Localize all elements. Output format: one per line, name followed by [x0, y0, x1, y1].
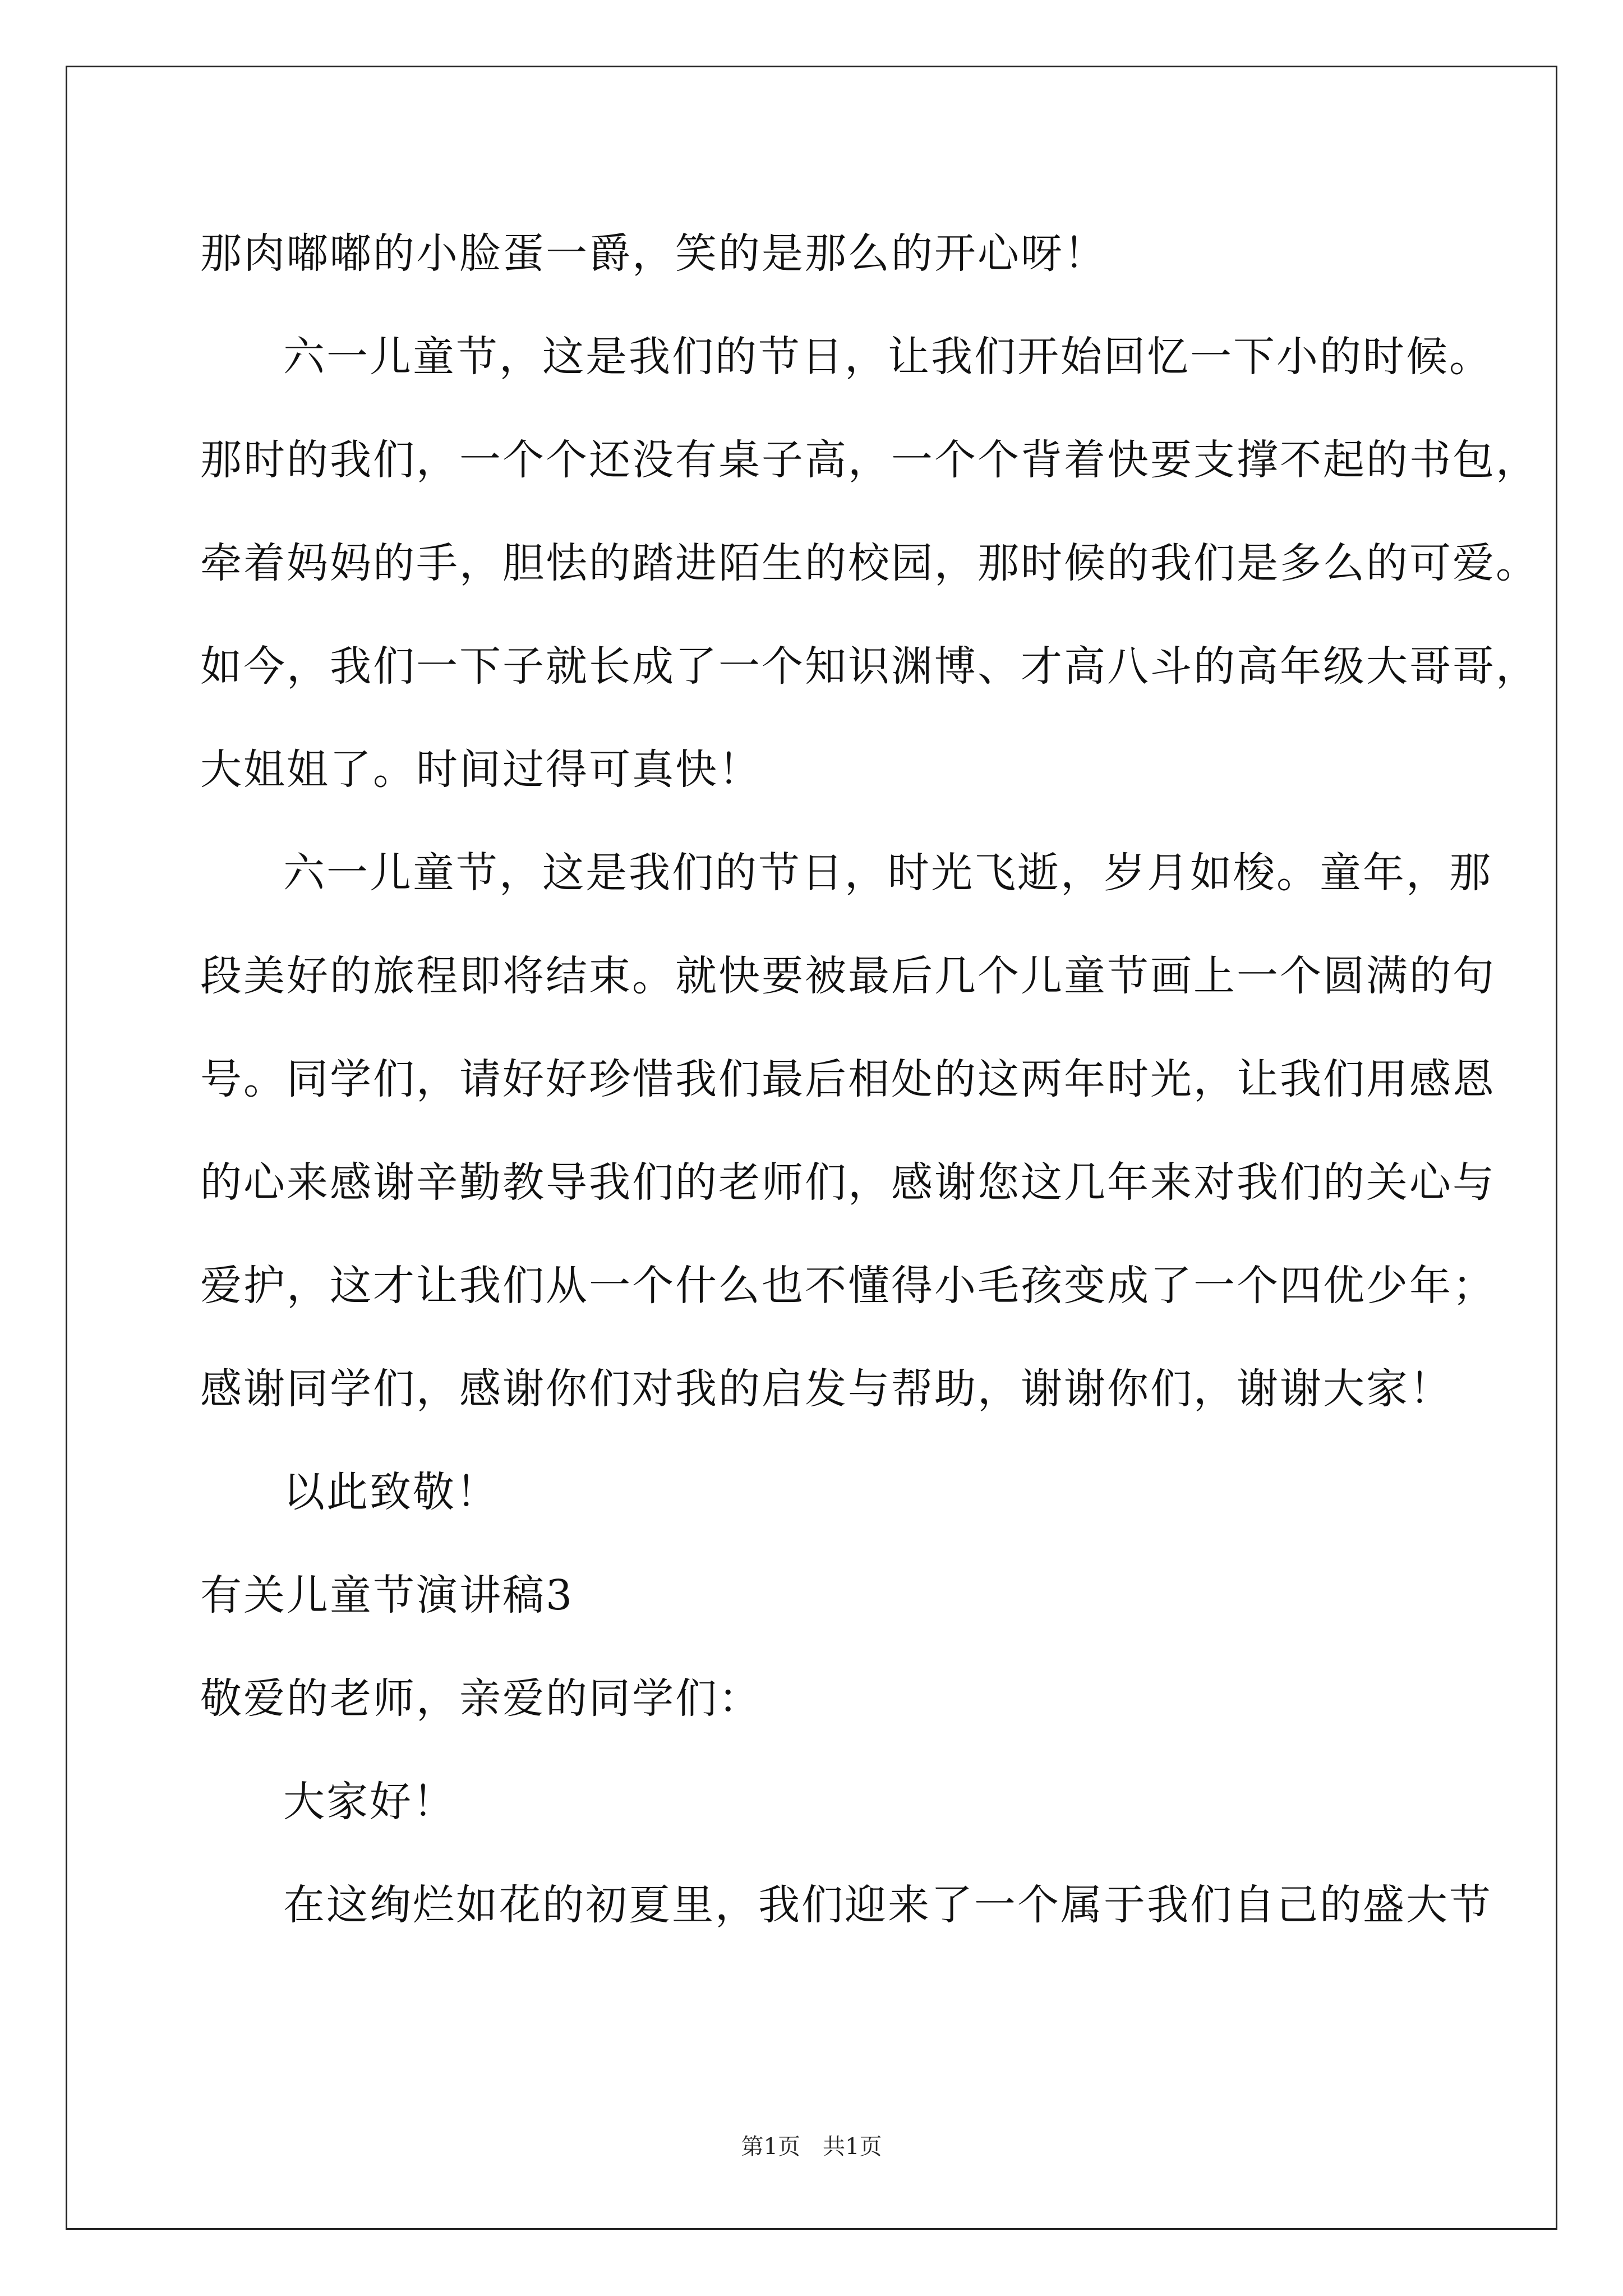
section-heading: 有关儿童节演讲稿3	[200, 1571, 574, 1619]
page-number-footer: 第1页 共1页	[741, 2134, 882, 2160]
text-line: 大姐姐了。时间过得可真快！	[200, 746, 762, 794]
text-line: 牵着妈妈的手，胆怯的踏进陌生的校园，那时候的我们是多么的可爱。	[200, 539, 1539, 587]
document-body	[200, 202, 1539, 1957]
text-line: 爱护，这才让我们从一个什么也不懂得小毛孩变成了一个四优少年；	[200, 1262, 1496, 1310]
greeting: 大家好！	[283, 1778, 456, 1826]
text-line: 号。同学们，请好好珍惜我们最后相处的这两年时光，让我们用感恩	[200, 1055, 1496, 1103]
text-line: 感谢同学们，感谢你们对我的启发与帮助，谢谢你们，谢谢大家！	[200, 1365, 1453, 1413]
text-line: 六一儿童节，这是我们的节日，让我们开始回忆一下小的时候。	[283, 333, 1492, 381]
text-line: 在这绚烂如花的初夏里，我们迎来了一个属于我们自己的盛大节	[283, 1881, 1492, 1929]
text-line: 的心来感谢辛勤教导我们的老师们，感谢您这几年来对我们的关心与	[200, 1158, 1496, 1207]
text-line: 以此致敬！	[283, 1468, 499, 1516]
text-line: 如今，我们一下子就长成了一个知识渊博、才高八斗的高年级大哥哥，	[200, 642, 1539, 691]
text-line: 段美好的旅程即将结束。就快要被最后几个儿童节画上一个圆满的句	[200, 952, 1496, 1000]
text-line: 六一儿童节，这是我们的节日，时光飞逝，岁月如梭。童年，那	[283, 849, 1492, 897]
text-line: 那肉嘟嘟的小脸蛋一爵，笑的是那么的开心呀！	[200, 229, 1107, 278]
salutation: 敬爱的老师，亲爱的同学们：	[200, 1674, 762, 1723]
text-line: 那时的我们，一个个还没有桌子高，一个个背着快要支撑不起的书包，	[200, 436, 1539, 484]
